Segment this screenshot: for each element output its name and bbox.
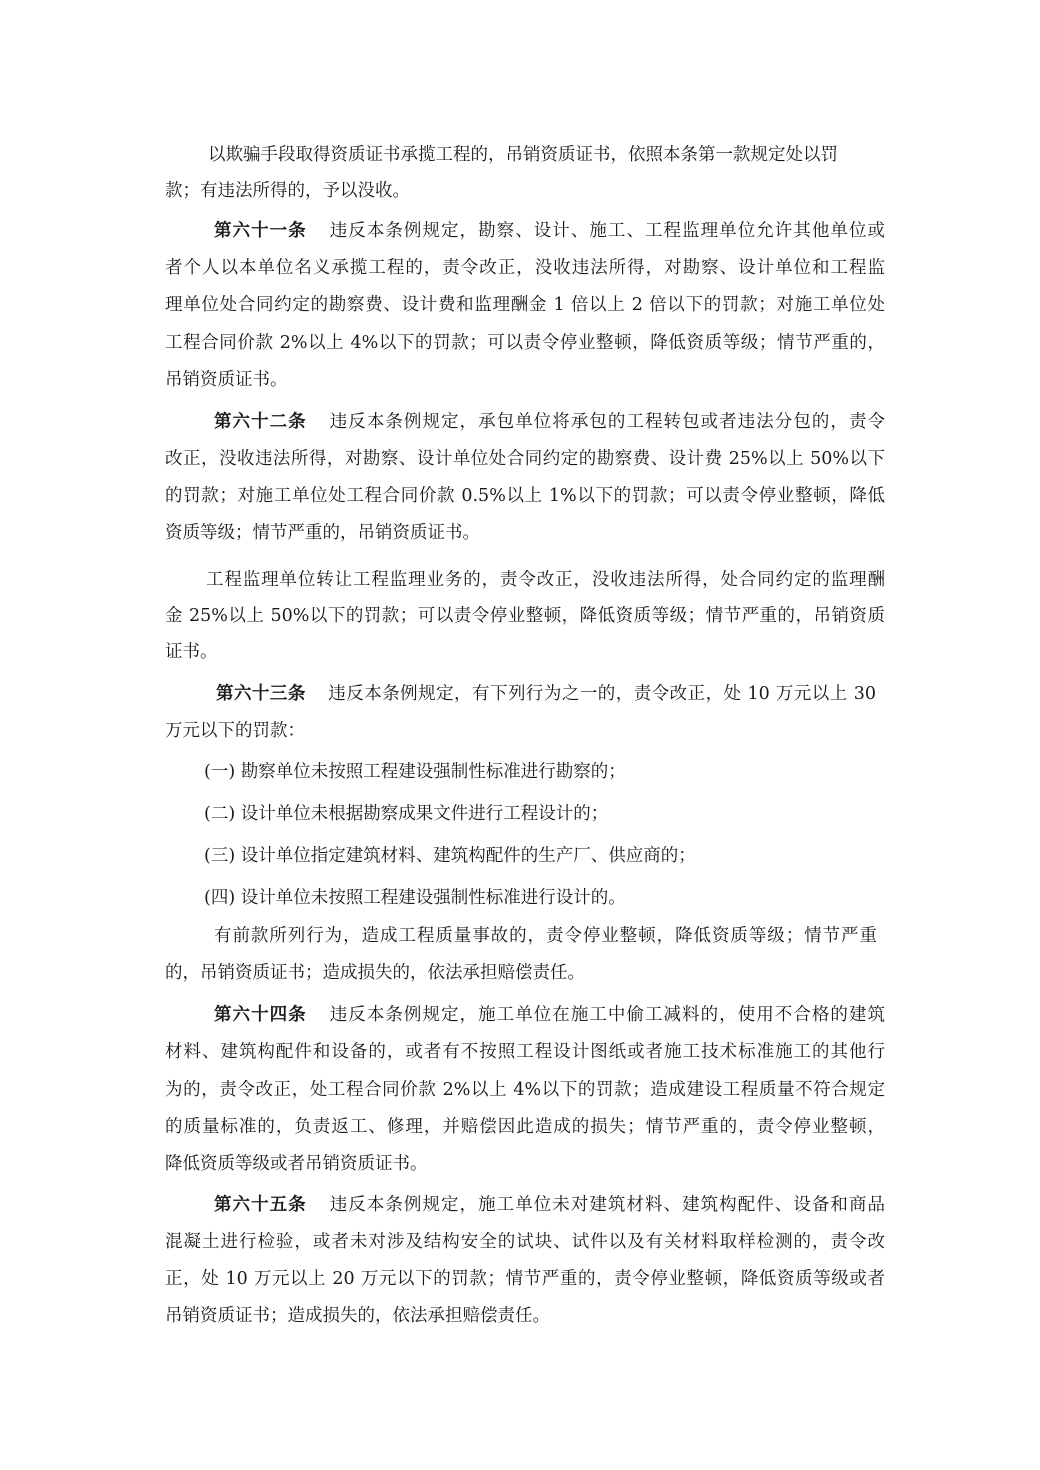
paragraph-line: 工程监理单位转让工程监理业务的，责令改正，没收违法所得，处合同约定的监理酬 xyxy=(206,570,885,590)
paragraph-line: 改正，没收违法所得，对勘察、设计单位处合同约定的勘察费、设计费 25%以上 50%以下 xyxy=(165,449,885,469)
paragraph-line: 工程合同价款 2%以上 4%以下的罚款；可以责令停业整顿，降低资质等级；情节严重的， xyxy=(165,333,885,353)
paragraph-line: 万元以下的罚款： xyxy=(165,721,305,741)
list-item: (四) 设计单位未按照工程建设强制性标准进行设计的。 xyxy=(204,888,626,908)
list-item: (一) 勘察单位未按照工程建设强制性标准进行勘察的； xyxy=(204,762,626,782)
paragraph-line: 证书。 xyxy=(165,642,218,662)
article-62-line: 第六十二条 违反本条例规定，承包单位将承包的工程转包或者违法分包的，责令 xyxy=(214,412,886,432)
paragraph-line: 降低资质等级或者吊销资质证书。 xyxy=(165,1154,428,1174)
paragraph-line: 材料、建筑构配件和设备的，或者有不按照工程设计图纸或者施工技术标准施工的其他行 xyxy=(165,1042,885,1062)
article-heading: 第六十一条 xyxy=(214,221,307,241)
paragraph-line: 的质量标准的，负责返工、修理，并赔偿因此造成的损失；情节严重的，责令停业整顿， xyxy=(165,1117,885,1137)
paragraph-line: 款；有违法所得的，予以没收。 xyxy=(165,181,410,201)
article-61-line: 第六十一条 违反本条例规定，勘察、设计、施工、工程监理单位允许其他单位或 xyxy=(214,221,886,241)
article-heading: 第六十二条 xyxy=(214,412,307,432)
paragraph-line: 有前款所列行为，造成工程质量事故的，责令停业整顿，降低资质等级；情节严重 xyxy=(214,926,877,946)
article-heading: 第六十四条 xyxy=(214,1005,307,1025)
paragraph-line: 金 25%以上 50%以下的罚款；可以责令停业整顿，降低资质等级；情节严重的，吊销资质 xyxy=(165,606,885,626)
paragraph-line: 以欺骗手段取得资质证书承揽工程的，吊销资质证书，依照本条第一款规定处以罚 xyxy=(208,145,838,165)
paragraph-line: 为的，责令改正，处工程合同价款 2%以上 4%以下的罚款；造成建设工程质量不符合规定 xyxy=(165,1080,885,1100)
paragraph-line: 理单位处合同约定的勘察费、设计费和监理酬金 1 倍以上 2 倍以下的罚款；对施工单位处 xyxy=(165,295,885,315)
paragraph-line: 资质等级；情节严重的，吊销资质证书。 xyxy=(165,523,480,543)
paragraph-line: 吊销资质证书。 xyxy=(165,370,288,390)
article-heading: 第六十五条 xyxy=(214,1195,307,1215)
paragraph-line: 混凝土进行检验，或者未对涉及结构安全的试块、试件以及有关材料取样检测的，责令改 xyxy=(165,1232,885,1252)
article-64-line: 第六十四条 违反本条例规定，施工单位在施工中偷工减料的，使用不合格的建筑 xyxy=(214,1005,886,1025)
paragraph-line: 正，处 10 万元以上 20 万元以下的罚款；情节严重的，责令停业整顿，降低资质等级或者 xyxy=(165,1269,885,1289)
paragraph-line: 的罚款；对施工单位处工程合同价款 0.5%以上 1%以下的罚款；可以责令停业整顿，降低 xyxy=(165,486,885,506)
paragraph-line: 者个人以本单位名义承揽工程的，责令改正，没收违法所得，对勘察、设计单位和工程监 xyxy=(165,258,885,278)
list-item: (三) 设计单位指定建筑材料、建筑构配件的生产厂、供应商的； xyxy=(204,846,696,866)
list-item: (二) 设计单位未根据勘察成果文件进行工程设计的； xyxy=(204,804,609,824)
paragraph-line: 吊销资质证书；造成损失的，依法承担赔偿责任。 xyxy=(165,1306,550,1326)
article-heading: 第六十三条 xyxy=(216,684,306,704)
article-65-line: 第六十五条 违反本条例规定，施工单位未对建筑材料、建筑构配件、设备和商品 xyxy=(214,1195,886,1215)
article-63-line: 第六十三条 违反本条例规定，有下列行为之一的，责令改正，处 10 万元以上 30 xyxy=(216,684,876,704)
paragraph-line: 的，吊销资质证书；造成损失的，依法承担赔偿责任。 xyxy=(165,963,585,983)
